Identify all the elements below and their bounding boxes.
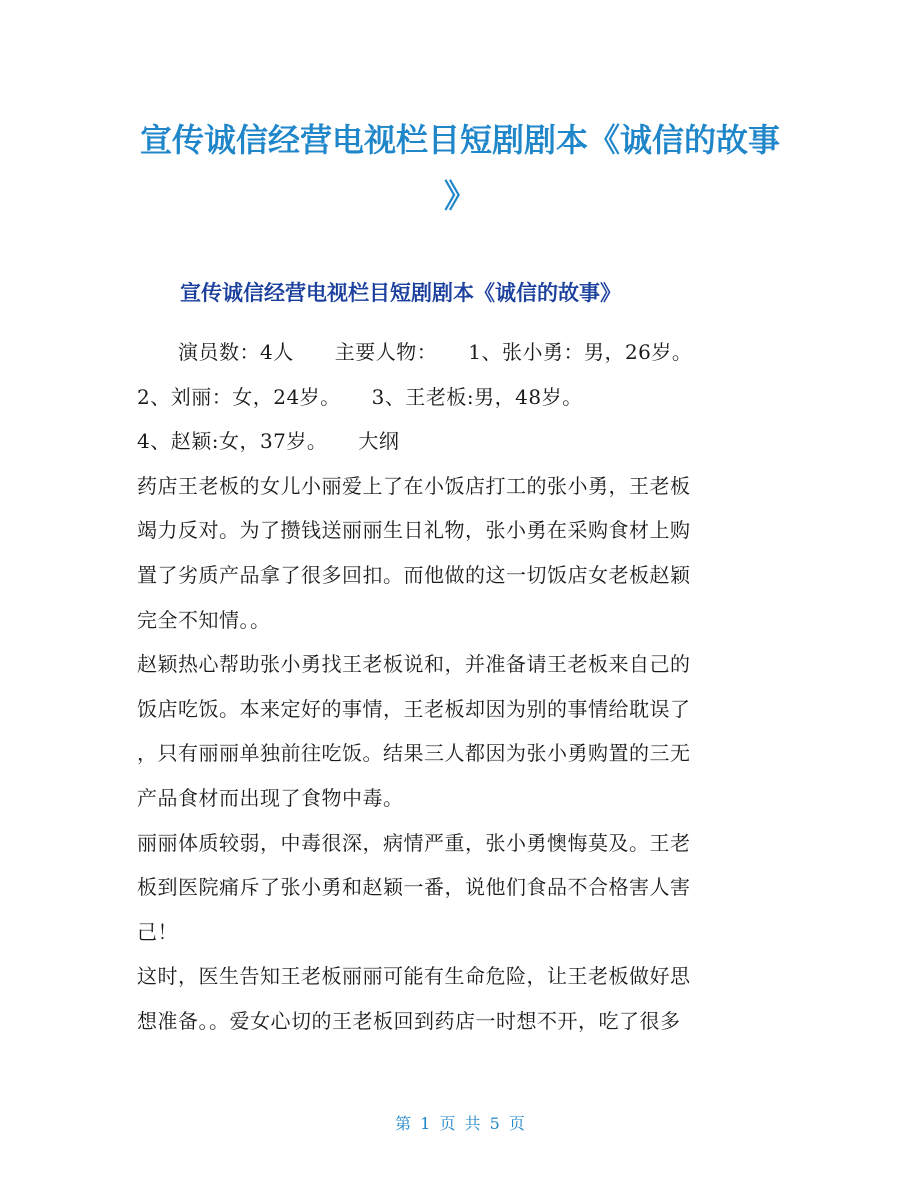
paragraph-line: 己！: [137, 919, 178, 944]
paragraph: [137, 954, 787, 1043]
body-text: [137, 330, 787, 1044]
paragraph-line: 想准备。。爱女心切的王老板回到药店一时想不开，吃了很多: [137, 1008, 681, 1033]
paragraph-line: 丽丽体质较弱，中毒很深，病情严重，张小勇懊悔莫及。王老: [137, 830, 691, 855]
paragraph-line: 产品食材而出现了食物中毒。: [137, 785, 404, 810]
paragraph: [137, 821, 787, 955]
paragraph: [137, 464, 787, 642]
cast-line: 4、赵颖:女，37岁。 大纲: [137, 429, 400, 454]
paragraph-line: 这时，医生告知王老板丽丽可能有生命危险，让王老板做好思: [137, 964, 691, 989]
document-title: [110, 112, 810, 224]
paragraph-line: 赵颖热心帮助张小勇找王老板说和，并准备请王老板来自己的: [137, 652, 691, 677]
document-subtitle: 宣传诚信经营电视栏目短剧剧本《诚信的故事》: [180, 281, 621, 305]
paragraph-line: 置了劣质产品拿了很多回扣。而他做的这一切饭店女老板赵颖: [137, 562, 691, 587]
paragraph-line: 板到医院痛斥了张小勇和赵颖一番，说他们食品不合格害人害: [137, 875, 691, 900]
paragraph-line: 饭店吃饭。本来定好的事情，王老板却因为别的事情给耽误了: [137, 696, 691, 721]
paragraph-line: 竭力反对。为了攒钱送丽丽生日礼物，张小勇在采购食材上购: [137, 518, 691, 543]
cast-line: 2、刘丽：女，24岁。 3、王老板:男，48岁。: [137, 384, 583, 409]
paragraph-line: 完全不知情。。: [137, 607, 271, 632]
paragraph-line: 药店王老板的女儿小丽爱上了在小饭店打工的张小勇，王老板: [137, 473, 691, 498]
title-line-2: 》: [443, 177, 476, 215]
paragraph: [137, 642, 787, 820]
title-line-1: 宣传诚信经营电视栏目短剧剧本《诚信的故事: [139, 121, 780, 159]
cast-line: 演员数：4人 主要人物： 1、张小勇：男，26岁。: [137, 340, 693, 364]
page-footer: 第 1 页 共 5 页: [395, 1114, 525, 1133]
paragraph-line: ，只有丽丽单独前往吃饭。结果三人都因为张小勇购置的三无: [137, 741, 691, 766]
